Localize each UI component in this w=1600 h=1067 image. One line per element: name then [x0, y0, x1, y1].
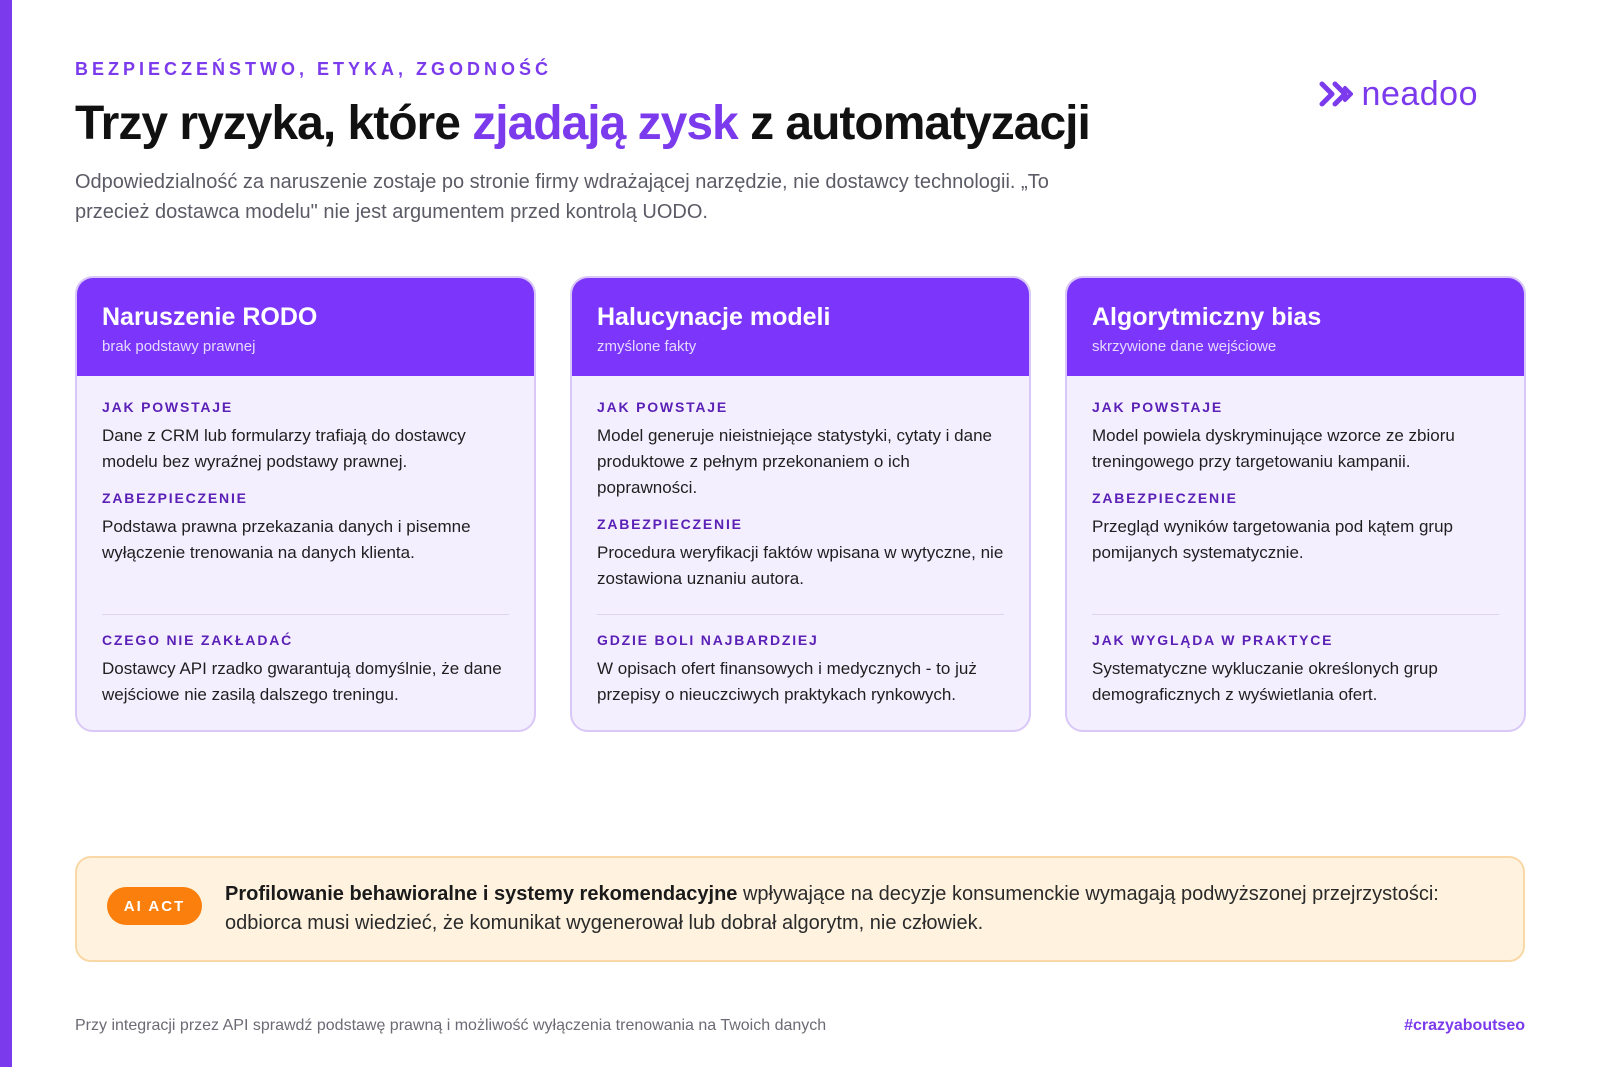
card-subtitle: skrzywione dane wejściowe	[1092, 338, 1277, 355]
risk-cards	[75, 276, 1525, 732]
section-text: Dane z CRM lub formularzy trafiają do dostawcy modelu bez wyraźnej podstawy prawnej.	[102, 426, 466, 471]
ai-act-badge: AI ACT	[107, 887, 202, 925]
risk-card-bias	[1065, 276, 1526, 732]
section-label: JAK WYGLĄDA W PRAKTYCE	[1092, 632, 1334, 648]
section-text: Model powiela dyskryminujące wzorce ze zbioru treningowego przy targetowaniu kampanii.	[1092, 426, 1455, 471]
card-bottom-section	[597, 614, 1004, 708]
card-bottom-section	[102, 614, 509, 708]
title-before: Trzy ryzyka, które	[75, 97, 473, 150]
title-after: z automatyzacji	[737, 97, 1090, 150]
card-body	[1067, 376, 1524, 566]
logo-text: neadoo	[1361, 74, 1478, 113]
card-body	[572, 376, 1029, 592]
section-label: GDZIE BOLI NAJBARDZIEJ	[597, 632, 819, 648]
section-text: Model generuje nieistniejące statystyki, cytaty i dane produktowe z pełnym przekonaniem o ich poprawności.	[597, 426, 992, 497]
left-accent-bar	[0, 0, 12, 1067]
section-label: CZEGO NIE ZAKŁADAĆ	[102, 632, 294, 648]
risk-card-rodo	[75, 276, 536, 732]
ai-act-bold: Profilowanie behawioralne i systemy rekomendacyjne	[225, 883, 738, 905]
page-subtitle: Odpowiedzialność za naruszenie zostaje po stronie firmy wdrażającej narzędzie, nie dostawcy technologii. „To przecież dostawca modelu" nie jest argumentem przed kontrolą UODO.	[75, 171, 1049, 223]
section-text: Przegląd wyników targetowania pod kątem grup pomijanych systematycznie.	[1092, 517, 1453, 562]
card-header	[1067, 278, 1524, 376]
card-bottom-section	[1092, 614, 1499, 708]
risk-card-hallucinations	[570, 276, 1031, 732]
card-subtitle: brak podstawy prawnej	[102, 338, 256, 355]
section-text: Podstawa prawna przekazania danych i pisemne wyłączenie trenowania na danych klienta.	[102, 517, 471, 562]
card-title: Halucynacje modeli	[597, 303, 831, 331]
page-title	[75, 96, 1090, 151]
card-title: Algorytmiczny bias	[1092, 303, 1322, 331]
section-label: ZABEZPIECZENIE	[597, 516, 743, 532]
logo[interactable]	[1318, 74, 1478, 114]
eyebrow-label: BEZPIECZEŃSTWO, ETYKA, ZGODNOŚĆ	[75, 59, 553, 79]
title-highlight: zjadają zysk	[472, 97, 738, 150]
ai-act-rest: wpływające na decyzje konsumenckie wymagają podwyższonej przejrzystości: odbiorca musi wiedzieć, że komunikat wygenerował lub dobrał algorytm, nie człowiek.	[225, 883, 1439, 934]
card-header	[77, 278, 534, 376]
section-label: JAK POWSTAJE	[597, 399, 729, 415]
card-subtitle: zmyślone fakty	[597, 338, 697, 355]
double-chevron-right-icon	[1318, 80, 1356, 108]
footer-note: Przy integracji przez API sprawdź podstawę prawną i możliwość wyłączenia trenowania na Twoich danych	[75, 1017, 827, 1034]
ai-act-text	[225, 880, 1495, 938]
section-text: Procedura weryfikacji faktów wpisana w wytyczne, nie zostawiona uznaniu autora.	[597, 543, 1004, 588]
section-text: Systematyczne wykluczanie określonych grup demograficznych z wyświetlania ofert.	[1092, 659, 1438, 704]
section-text: W opisach ofert finansowych i medycznych - to już przepisy o nieuczciwych praktykach rynkowych.	[597, 659, 977, 704]
footer-hashtag[interactable]: #crazyaboutseo	[1404, 1017, 1525, 1034]
card-body	[77, 376, 534, 566]
card-title: Naruszenie RODO	[102, 303, 318, 331]
section-text: Dostawcy API rzadko gwarantują domyślnie, że dane wejściowe nie zasilą dalszego treningu.	[102, 659, 502, 704]
section-label: JAK POWSTAJE	[1092, 399, 1224, 415]
section-label: ZABEZPIECZENIE	[1092, 490, 1238, 506]
ai-act-note	[75, 856, 1525, 962]
section-label: JAK POWSTAJE	[102, 399, 234, 415]
section-label: ZABEZPIECZENIE	[102, 490, 248, 506]
card-header	[572, 278, 1029, 376]
